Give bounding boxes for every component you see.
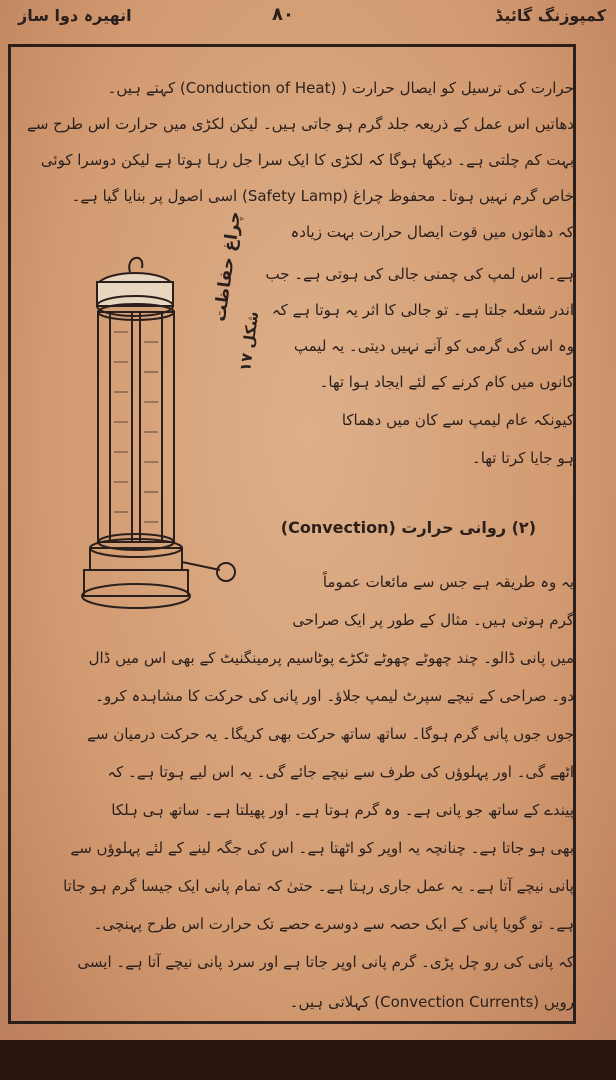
section-heading: (۲) روانی حرارت (Convection)	[280, 518, 536, 537]
text-line: پیندے کے ساتھ جو پانی ہے۔ وہ گرم ہوتا ہے۔ اور پھیلتا ہے۔ ساتھ ہی ہلکا	[111, 801, 574, 819]
text-line: ہو جایا کرتا تھا۔	[471, 449, 574, 467]
header-left-title: انھیرہ دوا ساز	[18, 6, 132, 25]
page-number: ۸۰	[272, 4, 294, 25]
text-line: دو۔ صراحی کے نیچے سپرٹ لیمپ جلاؤ۔ اور پانی کی حرکت کا مشاہدہ کرو۔	[95, 687, 574, 705]
text-line: اٹھے گی۔ اور پہلوؤں کی طرف سے نیچے جائے گی۔ یہ اس لیے ہوتا ہے۔ کہ	[107, 763, 574, 781]
text-line: کانوں میں کام کرنے کے لئے ایجاد ہوا تھا۔	[319, 373, 574, 391]
text-line: گرم ہوتی ہیں۔ مثال کے طور پر ایک صراحی	[292, 611, 574, 629]
text-line: وہ اس کی گرمی کو آنے نہیں دیتی۔ یہ لیمپ	[293, 337, 574, 355]
text-line: جوں جوں پانی گرم ہوگا۔ ساتھ ساتھ حرکت بھی کریگا۔ یہ حرکت درمیان سے	[87, 725, 574, 743]
text-line: یہ وہ طریقہ ہے جس سے مائعات عموماً	[322, 573, 574, 591]
text-line: خاص گرم نہیں ہوتا۔ محفوظ چراغ (Safety Lamp) اسی اصول پر بنایا گیا ہے۔	[71, 187, 574, 205]
text-line: رویں (Convection Currents) کہلاتی ہیں۔	[289, 993, 574, 1011]
page-bottom-edge	[0, 1040, 616, 1080]
text-line: ہے۔ اس لمپ کی چمنی جالی کی ہوتی ہے۔ جب	[265, 265, 574, 283]
text-line: میں پانی ڈالو۔ چند چھوٹے چھوٹے ٹکڑے پوٹاسیم پرمینگنیٹ کے بھی اس میں ڈال	[88, 649, 574, 667]
figure-caption-number: شکل ۱۷	[236, 310, 263, 373]
header-right-title: کمپوزنگ گائیڈ	[495, 6, 606, 25]
text-line: حرارت کی ترسیل کو ایصال حرارت ( (Conduction of Heat) کہتے ہیں۔	[107, 79, 574, 97]
text-line: اندر شعلہ جلتا ہے۔ تو جالی کا اثر یہ ہوتا ہے کہ	[271, 301, 574, 319]
text-line: دھاتیں اس عمل کے ذریعہ جلد گرم ہو جاتی ہیں۔ لیکن لکڑی میں حرارت اس طرح سے	[27, 115, 574, 133]
text-line: بہت کم چلتی ہے۔ دیکھا ہوگا کہ لکڑی کا ایک سرا جل رہا ہوتا ہے لیکن دوسرا کوئی	[40, 151, 574, 169]
text-line: ہے۔ تو گویا پانی کے ایک حصہ سے دوسرے حصے تک حرارت اس طرح پہنچی۔	[93, 915, 574, 933]
text-line: پانی نیچے آتا ہے۔ یہ عمل جاری رہتا ہے۔ حتیٰ کہ تمام پانی ایک جیسا گرم ہو جاتا	[63, 877, 574, 895]
text-line: کہ دھاتوں میں قوت ایصال حرارت بہت زیادہ	[290, 223, 574, 241]
text-line: کیونکہ عام لیمپ سے کان میں دھماکا	[341, 411, 574, 429]
figure-caption-title: چراغ حفاظت	[210, 210, 246, 323]
page-header	[0, 0, 616, 40]
text-line: کہ پانی کی رو چل پڑی۔ گرم پانی اوپر جاتا ہے اور سرد پانی نیچے آتا ہے۔ ایسی	[77, 953, 574, 971]
text-line: بھی ہو جاتا ہے۔ چنانچہ یہ اوپر کو اٹھتا ہے۔ اس کی جگہ لینے کے لئے پہلوؤں سے	[70, 839, 574, 857]
